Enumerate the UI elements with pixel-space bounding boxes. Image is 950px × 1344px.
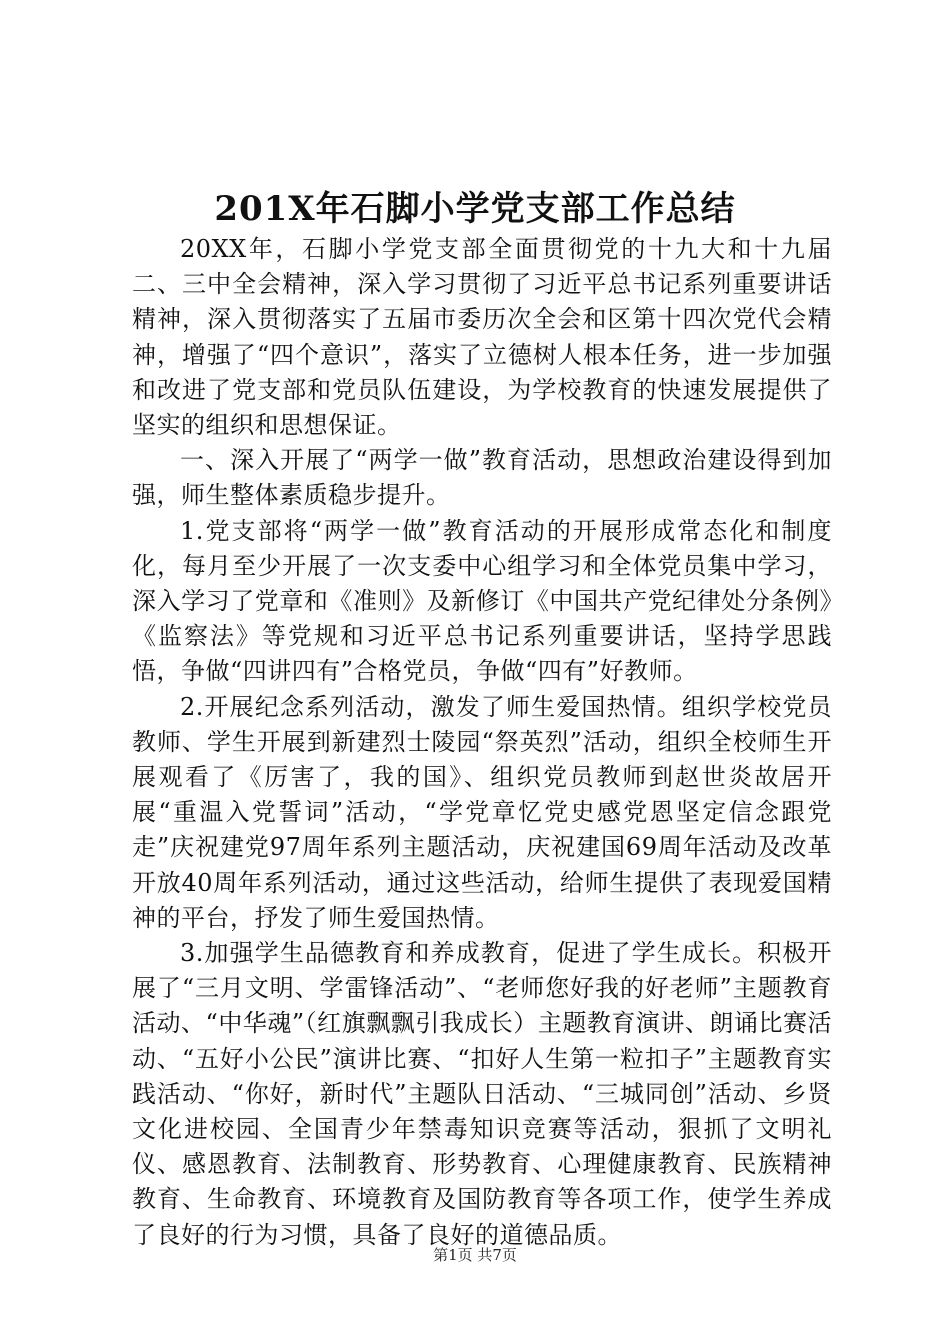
paragraph-item-3: 3.加强学生品德教育和养成教育，促进了学生成长。积极开展了“三月文明、学雷锋活动”、“老师您好我的好老师”主题教育活动、“中华魂”（红旗飘飘引我成长）主题教育演讲、朗诵比赛活动、“五好小公民”演讲比赛、“扣好人生第一粒扣子”主题教育实践活动、“你好，新时代”主题队日活动、“三城同创”活动、乡贤文化进校园、全国青少年禁毒知识竞赛等活动，狠抓了文明礼仪、感恩教育、法制教育、形势教育、心理健康教育、民族精神教育、生命教育、环境教育及国防教育等各项工作，使学生养成了良好的行为习惯，具备了良好的道德品质。 xyxy=(132,939,832,1249)
paragraph-item-2: 2.开展纪念系列活动，激发了师生爱国热情。组织学校党员教师、学生开展到新建烈士陵园“祭英烈”活动，组织全校师生开展观看了《厉害了，我的国》、组织党员教师到赵世炎故居开展“重温入党誓词”活动，“学党章忆党史感党恩坚定信念跟党走”庆祝建党97周年系列主题活动，庆祝建国69周年活动及改革开放40周年系列活动，通过这些活动，给师生提供了表现爱国精神的平台，抒发了师生爱国热情。 xyxy=(132,692,832,932)
paragraph-item-1: 1.党支部将“两学一做”教育活动的开展形成常态化和制度化，每月至少开展了一次支委中心组学习和全体党员集中学习，深入学习了党章和《准则》及新修订《中国共产党纪律处分条例》《监察法》等党规和习近平总书记系列重要讲话，坚持学思践悟，争做“四讲四有”合格党员，争做“四有”好教师。 xyxy=(132,516,832,686)
paragraph-intro: 20XX年，石脚小学党支部全面贯彻党的十九大和十九届二、三中全会精神，深入学习贯彻了习近平总书记系列重要讲话精神，深入贯彻落实了五届市委历次全会和区第十四次党代会精神，增强了“四个意识”，落实了立德树人根本任务，进一步加强和改进了党支部和党员队伍建设，为学校教育的快速发展提供了坚实的组织和思想保证。 xyxy=(132,235,832,440)
paragraph-section-1-heading: 一、深入开展了“两学一做”教育活动，思想政治建设得到加强，师生整体素质稳步提升。 xyxy=(132,446,832,510)
document-title: 201X年石脚小学党支部工作总结 xyxy=(214,189,736,229)
document-body xyxy=(132,232,832,1253)
page-number-footer: 第1页 共7页 xyxy=(433,1246,517,1264)
